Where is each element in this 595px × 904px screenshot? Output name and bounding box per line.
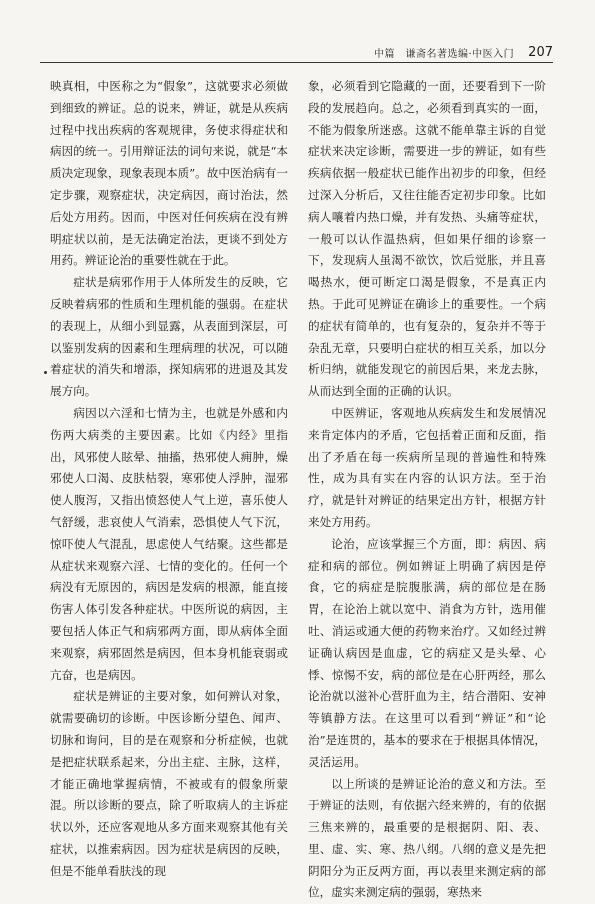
right-column — [308, 76, 546, 828]
paragraph: 论治，应该掌握三个方面，即：病因、病症和病的部位。例如辨证上明确了病因是停食，它的病症是脘腹胀满，病的部位是在肠胃，在论治上就以宽中、消食为方针，选用催吐、消运或通大便的药物来治疗。又如经过辨证确认病因是血虚，它的病症又是头晕、心悸、惊惕不安，病的部位是在心肝两经，那么论治就以滋补心营肝血为主，结合潜阳、安神等镇静方法。在这里可以看到“辨证”和“论治”是连贯的，基本的要求在于根据具体情况，灵活运用。 — [308, 534, 546, 774]
page-number: 207 — [528, 45, 553, 60]
paragraph: 病因以六淫和七情为主，也就是外感和内伤两大病类的主要因素。比如《内经》里指出，风邪使人眩晕、抽搐，热邪使人痈肿，燥邪使人口渴、皮肤枯裂，寒邪使人浮肿，湿邪使人腹泻，又指出愤怒使人气上逆，喜乐使人气舒缓，悲哀使人气消索，恐惧使人气下沉，惊吓使人气混乱，思虑使人气结聚。这些都是从症状来观察六淫、七情的变化的。任何一个病没有无原因的，病因是发病的根源，能直接伤害人体引发各种症状。中医所说的病因，主要包括人体正气和病邪两方面，即从病体全面来观察，病邪固然是病因，但本身机能衰弱或亢奋，也是病因。 — [50, 403, 288, 686]
paragraph: 象，必须看到它隐藏的一面，还要看到下一阶段的发展趋向。总之，必须看到真实的一面，不能为假象所迷惑。这就不能单靠主诉的自觉症状来决定诊断，需要进一步的辨证，如有些疾病依据一般症状已能作出初步的印象，但经过深入分析后，又往往能否定初步印象。比如病人嚷着内热口燥，并有发热、头痛等症状，一般可以认作温热病，但如果仔细的诊察一下，发现病人虽渴不欲饮，饮后觉胀，并且喜喝热水，便可断定口渴是假象，不是真正内热。于此可见辨证在确诊上的重要性。一个病的症状有简单的，也有复杂的，复杂并不等于杂乱无章，只要明白症状的相互关系，加以分析归纳，就能发现它的前因后果，来龙去脉，从而达到全面的正确的认识。 — [308, 76, 546, 403]
page-header — [40, 40, 553, 63]
paragraph: 映真相，中医称之为“假象”，这就要求必须做到细致的辨证。总的说来，辨证，就是从疾病过程中找出疾病的客观规律，务使求得症状和病因的统一。引用辩证法的词句来说，就是“本质决定现象，现象表现本质”。故中医治病有一定步骤，观察症状，决定病因，商讨治法，然后处方用药。因而，中医对任何疾病在没有辨明症状以前，是无法确定治法，更谈不到处方用药。辨证论治的重要性就在于此。 — [50, 76, 288, 272]
paragraph: 症状是辨证的主要对象，如何辨认对象，就需要确切的诊断。中医诊断分望色、闻声、切脉和询问，目的是在观察和分析症候，也就是把症状联系起来，分出主症、主脉，这样，才能正确地掌握病情，不被或有的假象所蒙混。所以诊断的要点，除了听取病人的主诉症状以外，还应客观地从多方面来观察其他有关症状，以推索病因。因为症状是病因的反映，但是不能单看肤浅的现 — [50, 686, 288, 882]
paragraph: 中医辨证，客观地从疾病发生和发展情况来肯定体内的矛盾，它包括着正面和反面，指出了矛盾在每一疾病所呈现的普遍性和特殊性，成为具有实在内容的认识方法。至于治疗，就是针对辨证的结果定出方针，根据方针来处方用药。 — [308, 403, 546, 534]
paragraph: 症状是病邪作用于人体所发生的反映，它反映着病邪的性质和生理机能的强弱。在症状的表现上，从细小到显露，从表面到深层，可以鉴别发病的因素和生理病理的状况，可以随着症状的消失和增添，探知病邪的进退及其发展方向。 — [50, 272, 288, 403]
margin-dot — [44, 371, 47, 374]
left-column — [50, 76, 288, 828]
running-head: 中篇 谦斋名著选编·中医入门 — [374, 45, 514, 60]
paragraph: 以上所谈的是辨证论治的意义和方法。至于辨证的法则，有依据六经来辨的，有的依据三焦来辨的，最重要的是根据阴、阳、表、里、虚、实、寒、热八纲。八纲的意义是先把阴阳分为正反两方面，再以表里来测定病的部位，虚实来测定病的强弱，寒热来 — [308, 774, 546, 904]
